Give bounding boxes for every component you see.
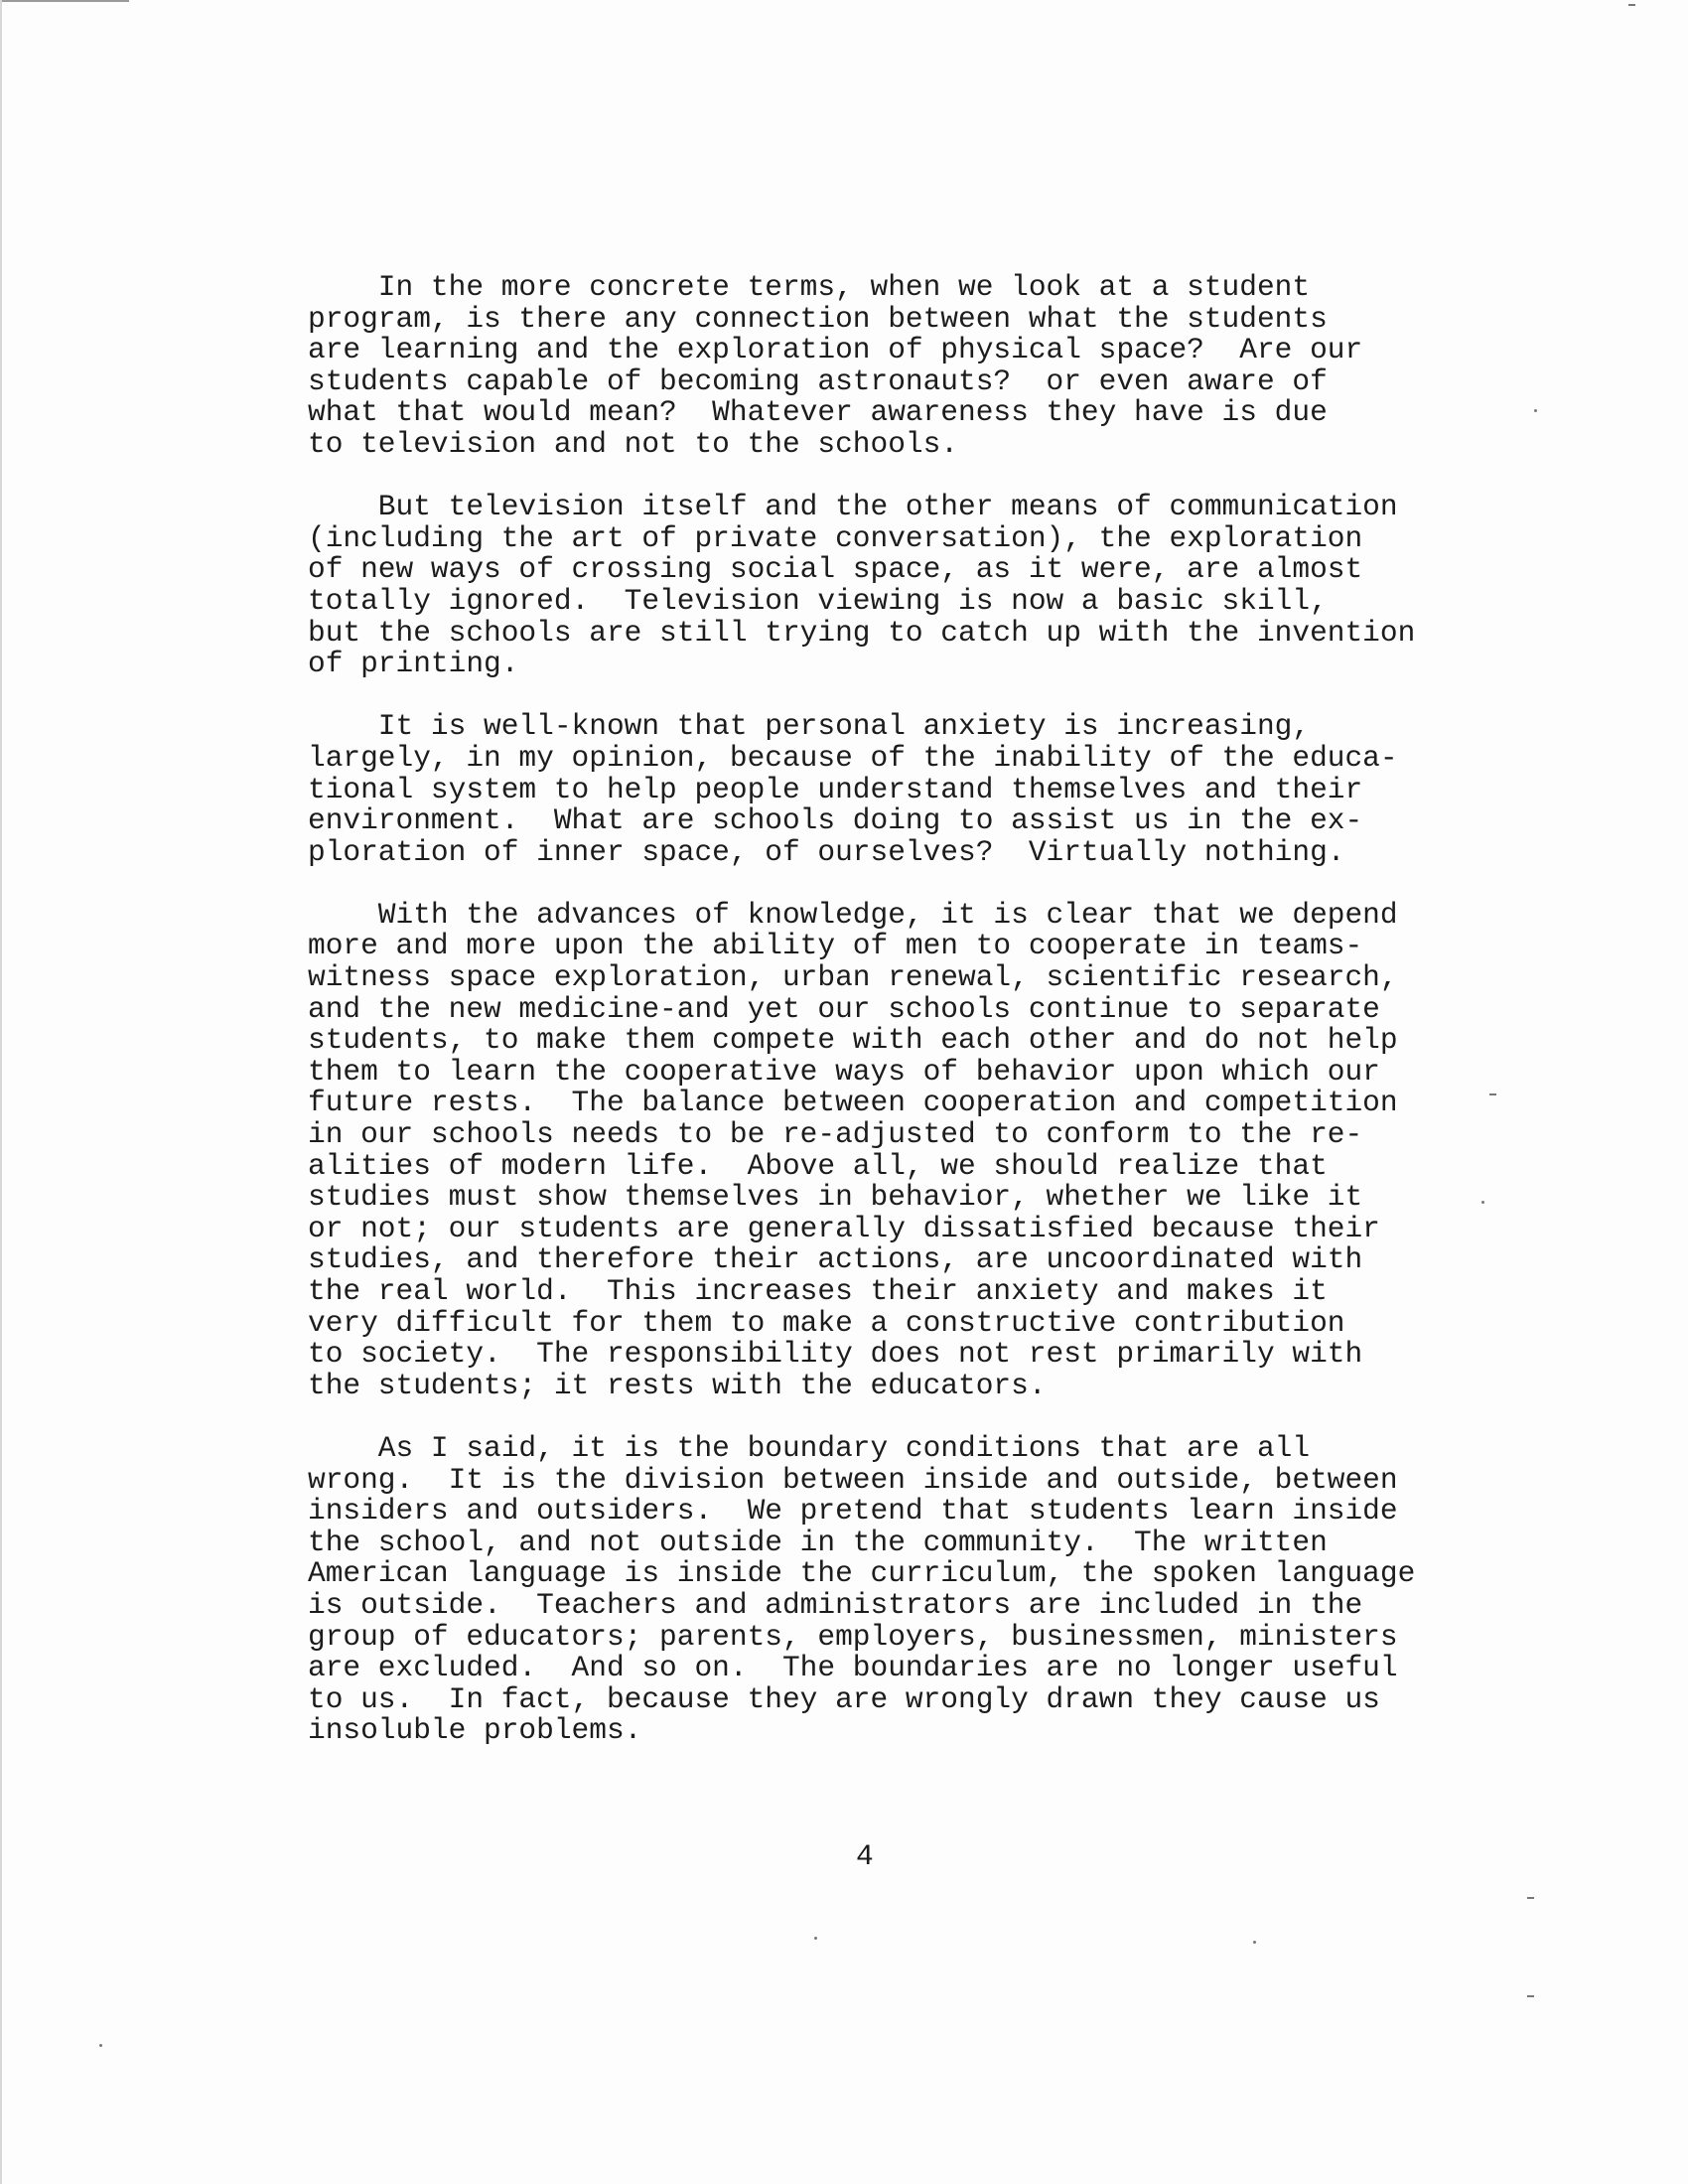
paragraph <box>308 1430 1549 1748</box>
text-line: or not; our students are generally dissatisfied because their <box>308 1211 1380 1245</box>
text-line: As I said, it is the boundary conditions that are all <box>308 1430 1311 1465</box>
text-line: tional system to help people understand themselves and their <box>308 772 1363 806</box>
scan-mark <box>1527 1897 1534 1899</box>
scan-left-edge <box>0 0 2 2184</box>
page-number: 4 <box>856 1839 874 1873</box>
text-line: of new ways of crossing social space, as it were, are almost <box>308 552 1363 587</box>
text-line: is outside. Teachers and administrators are included in the <box>308 1587 1363 1622</box>
text-line: to us. In fact, because they are wrongly drawn they cause us <box>308 1681 1380 1716</box>
scan-mark <box>1527 1995 1534 1997</box>
text-line: group of educators; parents, employers, businessmen, ministers <box>308 1619 1398 1654</box>
text-line: insoluble problems. <box>308 1713 642 1748</box>
text-line: are learning and the exploration of physical space? Are our <box>308 333 1363 367</box>
text-line: students, to make them compete with each other and do not help <box>308 1023 1398 1058</box>
text-line: and the new medicine-and yet our schools continue to separate <box>308 991 1380 1026</box>
text-line: the school, and not outside in the community. The written <box>308 1525 1328 1559</box>
text-line: ploration of inner space, of ourselves? Virtually nothing. <box>308 834 1345 869</box>
scan-speck <box>814 1937 817 1940</box>
text-line: In the more concrete terms, when we look at a student <box>308 270 1311 304</box>
text-line: alities of modern life. Above all, we should realize that <box>308 1148 1328 1183</box>
text-line: insiders and outsiders. We pretend that students learn inside <box>308 1494 1398 1529</box>
text-line: wrong. It is the division between inside and outside, between <box>308 1462 1398 1497</box>
text-line: in our schools needs to be re-adjusted to conform to the re- <box>308 1117 1363 1152</box>
text-line: to society. The responsibility does not rest primarily with <box>308 1337 1363 1372</box>
text-line: but the schools are still trying to catch up with the invention <box>308 615 1416 650</box>
text-line: But television itself and the other means of communication <box>308 490 1398 524</box>
text-line: more and more upon the ability of men to cooperate in teams- <box>308 929 1363 963</box>
text-line: largely, in my opinion, because of the inability of the educa- <box>308 740 1398 775</box>
paragraph <box>308 272 1549 461</box>
paragraph <box>308 492 1549 680</box>
scan-speck <box>99 2044 102 2047</box>
text-line: students capable of becoming astronauts? or even aware of <box>308 364 1328 398</box>
text-line: of printing. <box>308 647 519 681</box>
text-line: environment. What are schools doing to assist us in the ex- <box>308 803 1363 838</box>
text-line: what that would mean? Whatever awareness they have is due <box>308 395 1328 430</box>
text-line: witness space exploration, urban renewal, scientific research, <box>308 960 1398 995</box>
text-line: the students; it rests with the educators. <box>308 1368 1047 1402</box>
text-line: totally ignored. Television viewing is now a basic skill, <box>308 583 1328 618</box>
text-line: With the advances of knowledge, it is clear that we depend <box>308 897 1398 932</box>
text-line: program, is there any connection between what the students <box>308 301 1328 336</box>
scan-edge-line <box>0 0 129 2</box>
text-line: very difficult for them to make a constructive contribution <box>308 1305 1345 1340</box>
text-line: them to learn the cooperative ways of behavior upon which our <box>308 1054 1380 1089</box>
paragraph <box>308 711 1549 868</box>
body-text <box>308 272 1549 1779</box>
text-line: It is well-known that personal anxiety is increasing, <box>308 709 1311 744</box>
paragraph <box>308 897 1549 1402</box>
text-line: studies, and therefore their actions, are uncoordinated with <box>308 1242 1363 1277</box>
text-line: studies must show themselves in behavior, whether we like it <box>308 1180 1363 1215</box>
text-line: future rests. The balance between cooperation and competition <box>308 1086 1398 1120</box>
text-line: (including the art of private conversation), the exploration <box>308 520 1363 555</box>
text-line: American language is inside the curriculum, the spoken language <box>308 1556 1416 1591</box>
scan-mark <box>1628 4 1635 6</box>
scan-speck <box>1253 1941 1256 1944</box>
text-line: to television and not to the schools. <box>308 426 959 461</box>
text-line: are excluded. And so on. The boundaries are no longer useful <box>308 1651 1398 1685</box>
text-line: the real world. This increases their anxiety and makes it <box>308 1274 1328 1308</box>
